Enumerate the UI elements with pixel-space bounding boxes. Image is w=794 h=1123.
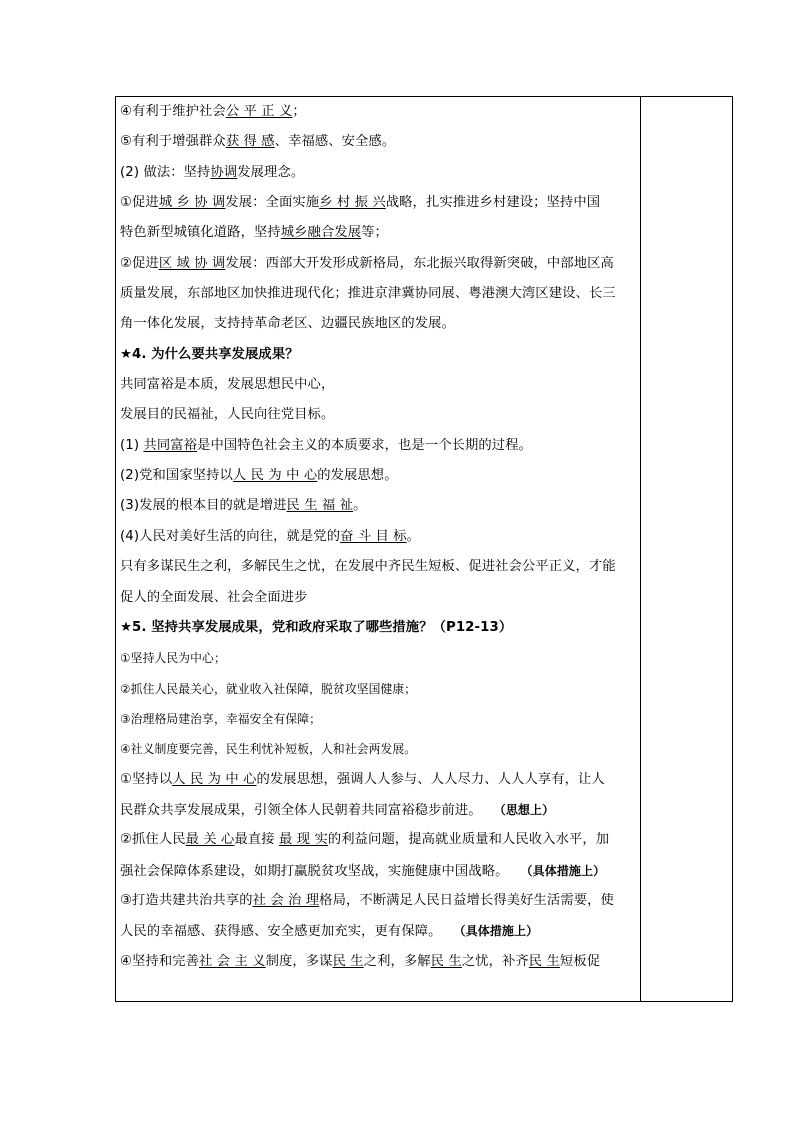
fill-in-answer: 乡 村 振 兴 <box>319 195 386 211</box>
fill-in-answer: 获 得 感 <box>225 134 275 150</box>
text-line <box>116 886 640 916</box>
text-segment: 短板促 <box>559 953 601 969</box>
fill-in-answer: 人 民 为 中 心 <box>172 771 257 787</box>
text-line <box>116 825 640 855</box>
text-line <box>116 734 640 764</box>
fill-in-answer: 区 域 协 调 <box>158 255 226 271</box>
text-line <box>116 188 640 218</box>
text-segment: ★5. 坚持共享发展成果，党和政府采取了哪些措施？（P12-13） <box>120 619 513 635</box>
text-segment: 特色新型城镇化道路，坚持 <box>120 225 281 241</box>
text-segment: ①促进 <box>120 195 159 211</box>
text-segment: 、幸福感、安全感。 <box>274 134 396 150</box>
text-line <box>116 795 640 825</box>
text-segment: ③治理格局建治享，幸福安全有保障； <box>120 711 322 726</box>
fill-in-answer: 公 平 正 义 <box>225 104 293 119</box>
fill-in-answer: 民 生 福 祉 <box>286 498 354 514</box>
text-line <box>116 309 640 339</box>
text-segment: ④社义制度要完善，民生利忧补短板，人和社会两发展。 <box>120 742 417 757</box>
fill-in-answer: 最 关 心 <box>185 832 235 848</box>
text-line <box>116 522 640 552</box>
text-line <box>116 370 640 400</box>
text-line <box>116 552 640 582</box>
text-segment: 强社会保障体系建设，如期打赢脱贫攻坚战，实施健康中国战略。 <box>120 863 509 879</box>
text-segment: 人民的幸福感、获得感、安全感更加充实，更有保障。 <box>120 924 442 940</box>
side-column <box>641 97 732 1001</box>
fill-in-answer: 协调 <box>210 164 238 180</box>
text-segment: ★4. 为什么要共享发展成果？ <box>120 346 299 362</box>
text-segment: (1) <box>120 437 144 453</box>
text-line <box>116 461 640 491</box>
text-line <box>116 583 640 613</box>
text-segment: 角一体化发展，支持持革命老区、边疆民族地区的发展。 <box>120 316 455 332</box>
fill-in-answer: 人 民 为 中 心 <box>232 468 318 484</box>
text-line <box>116 491 640 521</box>
text-segment: 的发展思想。 <box>317 468 398 484</box>
text-segment: 促人的全面发展、社会全面进步 <box>120 589 308 605</box>
text-line <box>116 704 640 734</box>
text-segment: 质量发展，东部地区加快推进现代化；推进京津冀协同展、粤港澳大湾区建设、长三 <box>120 286 616 302</box>
text-line <box>116 158 640 188</box>
text-segment: 共同富裕是本质，发展思想民中心， <box>120 377 335 393</box>
fill-in-answer: 民 生 <box>430 953 462 969</box>
fill-in-answer: 最 现 实 <box>279 832 328 848</box>
text-segment: (3)发展的根本目的就是增进 <box>120 498 287 514</box>
text-segment: (2) 做法：坚持 <box>120 164 211 180</box>
text-line <box>116 218 640 248</box>
text-line <box>116 765 640 795</box>
text-line <box>116 249 640 279</box>
text-line <box>116 279 640 309</box>
fill-in-answer: 民 生 <box>332 953 364 969</box>
text-segment: ⑤有利于增强群众 <box>120 134 226 150</box>
text-segment: 的利益问题，提高就业质量和人民收入水平，加 <box>327 832 610 848</box>
text-segment: 民群众共享发展成果，引领全体人民朝着共同富裕稳步前进。 <box>120 802 482 818</box>
text-segment: 最直接 <box>234 832 279 848</box>
text-segment: 战略，扎实推进乡村建设；坚持中国 <box>385 195 601 211</box>
text-segment: 发展：西部大开发形成新格局，东北振兴取得新突破，中部地区高 <box>225 255 614 271</box>
text-line <box>116 431 640 461</box>
fill-in-answer: 社 会 治 理 <box>252 892 320 908</box>
text-segment: 的发展思想，强调人人参与、人人尽力、人人人享有，让人 <box>256 771 605 787</box>
text-segment: ④有利于维护社会 <box>120 104 226 119</box>
text-segment: 发展理念。 <box>237 164 305 180</box>
text-segment: ②抓住人民 <box>120 832 186 848</box>
fill-in-answer: 城乡融合发展 <box>280 225 362 241</box>
category-note: （具体措施上） <box>459 924 539 939</box>
text-line <box>116 643 640 673</box>
fill-in-answer: 奋 斗 目 标 <box>340 528 407 544</box>
text-segment: 格局，不断满足人民日益增长得美好生活需要，使 <box>319 892 614 908</box>
category-note: （思想上） <box>499 802 555 817</box>
text-segment: 发展：全面实施 <box>225 195 320 211</box>
text-segment: 等； <box>361 225 388 241</box>
fill-in-answer: 城 乡 协 调 <box>158 195 226 211</box>
text-segment: 。 <box>353 498 367 514</box>
text-segment: ②促进 <box>120 255 159 271</box>
text-segment: ③打造共建共治共享的 <box>120 892 253 908</box>
text-segment: 之忧，补齐 <box>461 953 529 969</box>
text-segment: ①坚持人民为中心； <box>120 651 226 666</box>
text-segment: 只有多谋民生之利，多解民生之忧，在发展中齐民生短板、促进社会公平正义，才能 <box>120 559 616 575</box>
text-segment: 发展目的民福祉，人民向往党目标。 <box>120 407 335 423</box>
text-segment: (2)党和国家坚持以 <box>120 468 233 484</box>
text-line <box>116 947 640 977</box>
question-heading <box>116 613 640 643</box>
text-segment: 之利，多解 <box>363 953 431 969</box>
text-line <box>116 97 640 127</box>
text-segment: ②抓住人民最关心，就业收入社保障，脱贫攻坚国健康； <box>120 681 417 696</box>
text-segment: (4)人民对美好生活的向往，就是党的 <box>120 528 341 544</box>
text-segment: 是中国特色社会主义的本质要求，也是一个长期的过程。 <box>197 437 532 453</box>
text-segment: ； <box>292 104 306 119</box>
text-segment: ④坚持和完善 <box>120 953 200 969</box>
text-line <box>116 674 640 704</box>
text-line <box>116 127 640 157</box>
fill-in-answer: 社 会 主 义 <box>199 953 266 969</box>
content-table <box>115 96 733 1002</box>
text-segment: 。 <box>406 528 421 544</box>
category-note: （具体措施上） <box>526 863 606 878</box>
text-segment: 制度，多谋 <box>265 953 333 969</box>
text-line <box>116 916 640 946</box>
text-line <box>116 856 640 886</box>
text-line <box>116 400 640 430</box>
fill-in-answer: 民 生 <box>528 953 560 969</box>
fill-in-answer: 共同富裕 <box>143 437 198 453</box>
question-heading <box>116 340 640 370</box>
main-text-column <box>116 97 640 977</box>
text-segment: ①坚持以 <box>120 771 173 787</box>
